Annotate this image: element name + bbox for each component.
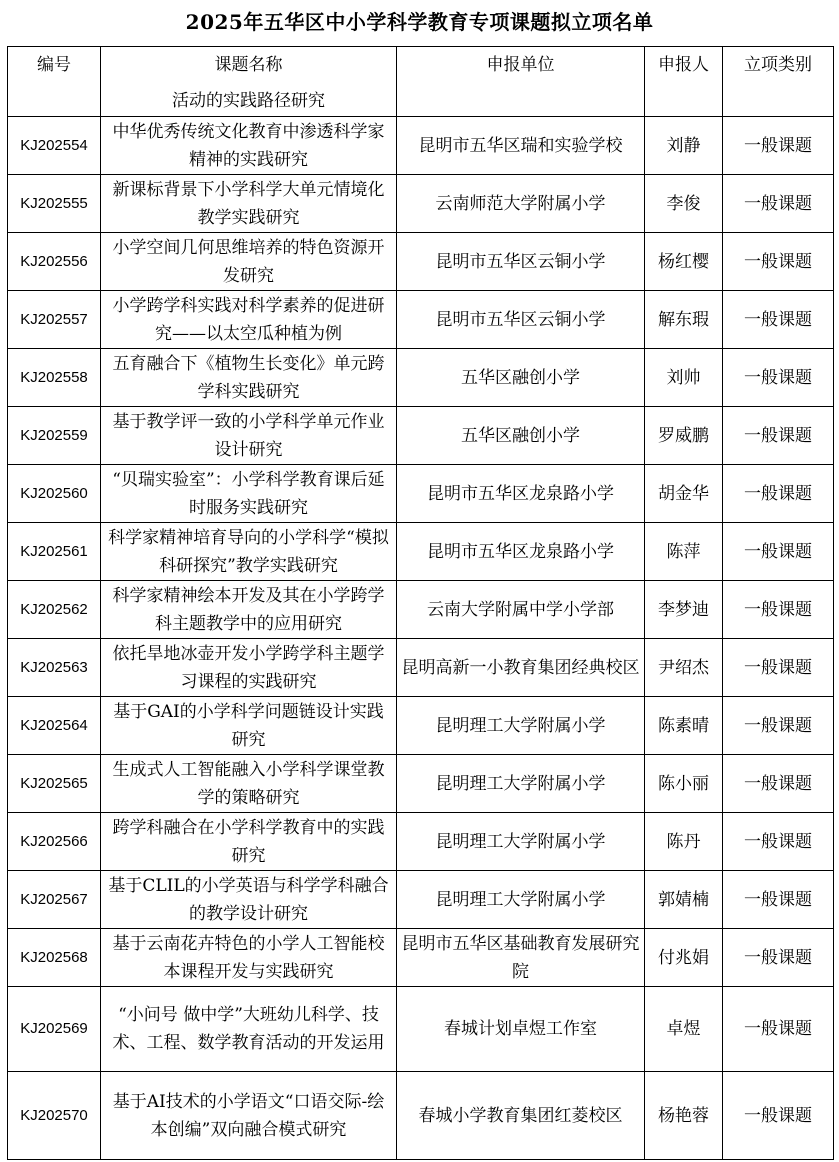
applicant-cell: 付兆娟 <box>645 929 723 987</box>
category-cell: 一般课题 <box>723 755 834 813</box>
category-cell: 一般课题 <box>723 233 834 291</box>
category-cell: 一般课题 <box>723 407 834 465</box>
code-cell: KJ202556 <box>8 233 101 291</box>
category-cell: 一般课题 <box>723 813 834 871</box>
unit-cell: 昆明高新一小教育集团经典校区 <box>397 639 645 697</box>
category-cell: 一般课题 <box>723 929 834 987</box>
unit-cell: 昆明市五华区云铜小学 <box>397 291 645 349</box>
category-cell: 一般课题 <box>723 465 834 523</box>
unit-cell: 昆明理工大学附属小学 <box>397 813 645 871</box>
category-cell: 一般课题 <box>723 871 834 929</box>
topic-cell: “小问号 做中学”大班幼儿科学、技术、工程、数学教育活动的开发运用 <box>101 987 397 1072</box>
topic-cell: 基于教学评一致的小学科学单元作业设计研究 <box>101 407 397 465</box>
unit-cell: 五华区融创小学 <box>397 349 645 407</box>
topic-cell: 小学跨学科实践对科学素养的促进研究——以太空瓜种植为例 <box>101 291 397 349</box>
table-row <box>8 871 834 929</box>
table-row <box>8 697 834 755</box>
applicant-cell: 陈萍 <box>645 523 723 581</box>
category-cell: 一般课题 <box>723 697 834 755</box>
applicant-cell: 陈素晴 <box>645 697 723 755</box>
topic-cell: 基于云南花卉特色的小学人工智能校本课程开发与实践研究 <box>101 929 397 987</box>
unit-cell: 春城计划卓煜工作室 <box>397 987 645 1072</box>
applicant-cell: 陈小丽 <box>645 755 723 813</box>
applicant-cell: 解东瑕 <box>645 291 723 349</box>
table-row <box>8 1072 834 1160</box>
header-topic-continuation: 活动的实践路径研究 <box>172 91 325 111</box>
header-topic: 课题名称 活动的实践路径研究 <box>101 47 397 117</box>
code-cell: KJ202559 <box>8 407 101 465</box>
table-row <box>8 407 834 465</box>
header-code: 编号 <box>8 47 101 117</box>
code-cell: KJ202570 <box>8 1072 101 1160</box>
code-cell: KJ202567 <box>8 871 101 929</box>
unit-cell: 昆明市五华区瑞和实验学校 <box>397 117 645 175</box>
table-row <box>8 465 834 523</box>
topic-cell: 五育融合下《植物生长变化》单元跨学科实践研究 <box>101 349 397 407</box>
code-cell: KJ202557 <box>8 291 101 349</box>
topic-cell: 科学家精神培育导向的小学科学“模拟科研探究”教学实践研究 <box>101 523 397 581</box>
table-row <box>8 175 834 233</box>
unit-cell: 昆明市五华区云铜小学 <box>397 233 645 291</box>
table-row <box>8 581 834 639</box>
code-cell: KJ202560 <box>8 465 101 523</box>
table-row <box>8 233 834 291</box>
project-table <box>7 46 834 1160</box>
category-cell: 一般课题 <box>723 117 834 175</box>
topic-cell: 基于CLIL的小学英语与科学学科融合的教学设计研究 <box>101 871 397 929</box>
applicant-cell: 杨艳蓉 <box>645 1072 723 1160</box>
code-cell: KJ202554 <box>8 117 101 175</box>
topic-cell: 基于AI技术的小学语文“口语交际-绘本创编”双向融合模式研究 <box>101 1072 397 1160</box>
code-cell: KJ202561 <box>8 523 101 581</box>
applicant-cell: 尹绍杰 <box>645 639 723 697</box>
applicant-cell: 郭婧楠 <box>645 871 723 929</box>
code-cell: KJ202562 <box>8 581 101 639</box>
applicant-cell: 李梦迪 <box>645 581 723 639</box>
category-cell: 一般课题 <box>723 175 834 233</box>
unit-cell: 昆明市五华区龙泉路小学 <box>397 465 645 523</box>
category-cell: 一般课题 <box>723 987 834 1072</box>
unit-cell: 云南师范大学附属小学 <box>397 175 645 233</box>
unit-cell: 春城小学教育集团红菱校区 <box>397 1072 645 1160</box>
table-row <box>8 523 834 581</box>
code-cell: KJ202563 <box>8 639 101 697</box>
header-unit: 申报单位 <box>397 47 645 117</box>
unit-cell: 昆明理工大学附属小学 <box>397 697 645 755</box>
topic-cell: 中华优秀传统文化教育中渗透科学家精神的实践研究 <box>101 117 397 175</box>
table-row <box>8 349 834 407</box>
header-category: 立项类别 <box>723 47 834 117</box>
category-cell: 一般课题 <box>723 523 834 581</box>
category-cell: 一般课题 <box>723 349 834 407</box>
table-row <box>8 291 834 349</box>
code-cell: KJ202555 <box>8 175 101 233</box>
unit-cell: 五华区融创小学 <box>397 407 645 465</box>
category-cell: 一般课题 <box>723 1072 834 1160</box>
topic-cell: 新课标背景下小学科学大单元情境化教学实践研究 <box>101 175 397 233</box>
table-row <box>8 117 834 175</box>
unit-cell: 昆明理工大学附属小学 <box>397 755 645 813</box>
code-cell: KJ202558 <box>8 349 101 407</box>
topic-cell: 小学空间几何思维培养的特色资源开发研究 <box>101 233 397 291</box>
topic-cell: 生成式人工智能融入小学科学课堂教学的策略研究 <box>101 755 397 813</box>
code-cell: KJ202569 <box>8 987 101 1072</box>
applicant-cell: 杨红樱 <box>645 233 723 291</box>
applicant-cell: 刘帅 <box>645 349 723 407</box>
header-applicant: 申报人 <box>645 47 723 117</box>
table-row <box>8 929 834 987</box>
code-cell: KJ202565 <box>8 755 101 813</box>
unit-cell: 云南大学附属中学小学部 <box>397 581 645 639</box>
applicant-cell: 胡金华 <box>645 465 723 523</box>
category-cell: 一般课题 <box>723 291 834 349</box>
category-cell: 一般课题 <box>723 581 834 639</box>
applicant-cell: 刘静 <box>645 117 723 175</box>
unit-cell: 昆明理工大学附属小学 <box>397 871 645 929</box>
topic-cell: 基于GAI的小学科学问题链设计实践研究 <box>101 697 397 755</box>
category-cell: 一般课题 <box>723 639 834 697</box>
topic-cell: 科学家精神绘本开发及其在小学跨学科主题教学中的应用研究 <box>101 581 397 639</box>
code-cell: KJ202568 <box>8 929 101 987</box>
applicant-cell: 李俊 <box>645 175 723 233</box>
page-title: 2025年五华区中小学科学教育专项课题拟立项名单 <box>185 10 654 34</box>
unit-cell: 昆明市五华区龙泉路小学 <box>397 523 645 581</box>
table-row <box>8 639 834 697</box>
table-row <box>8 755 834 813</box>
topic-cell: 跨学科融合在小学科学教育中的实践研究 <box>101 813 397 871</box>
table-row <box>8 813 834 871</box>
table-row <box>8 987 834 1072</box>
header-row <box>8 47 834 117</box>
code-cell: KJ202566 <box>8 813 101 871</box>
applicant-cell: 罗威鹏 <box>645 407 723 465</box>
code-cell: KJ202564 <box>8 697 101 755</box>
applicant-cell: 陈丹 <box>645 813 723 871</box>
unit-cell: 昆明市五华区基础教育发展研究院 <box>397 929 645 987</box>
topic-cell: 依托旱地冰壶开发小学跨学科主题学习课程的实践研究 <box>101 639 397 697</box>
applicant-cell: 卓煜 <box>645 987 723 1072</box>
topic-cell: “贝瑞实验室”：小学科学教育课后延时服务实践研究 <box>101 465 397 523</box>
